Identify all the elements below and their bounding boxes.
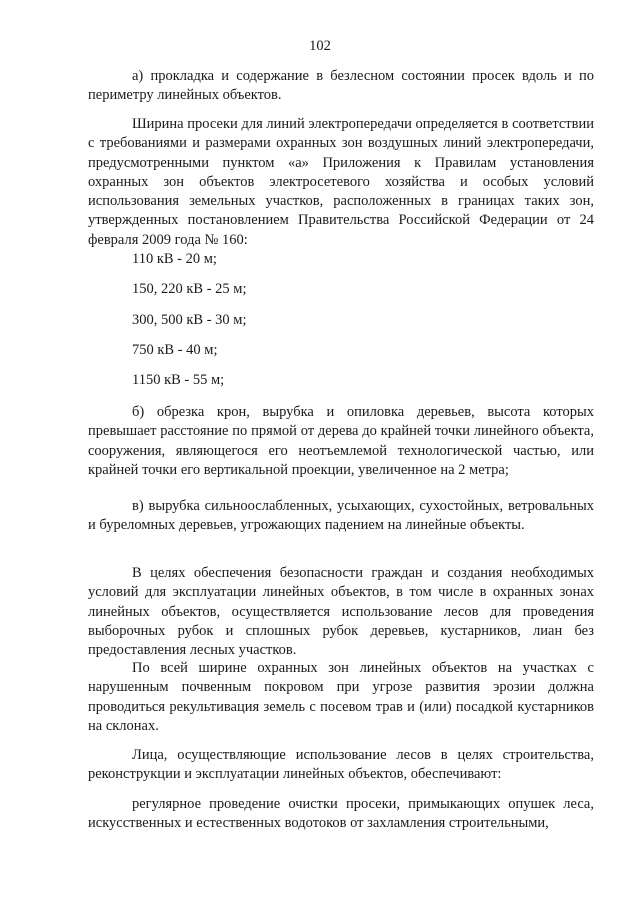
paragraph-text: б) обрезка крон, вырубка и опиловка деревьев, высота которых превышает расстояние по прямой от дерева до крайней точки линейного объекта, сооружения, являющегося его неотъемлемой технологической частью, или крайней точки его вертикальной проекции, увеличенное на 2 метра;: [88, 404, 594, 478]
list-item-voltage-300-500: 300, 500 кВ - 30 м;: [132, 312, 247, 328]
paragraph-text: По всей ширине охранных зон линейных объектов на участках с нарушенным почвенным покровом при угрозе развития эрозии должна проводиться рекультивация земель с посевом трав и (или) посадкой кустарников на склонах.: [88, 660, 594, 734]
paragraph-safety: [88, 564, 594, 660]
paragraph-cleaning: [88, 795, 594, 834]
paragraph-text: Лица, осуществляющие использование лесов в целях строительства, реконструкции и эксплуатации линейных объектов, обеспечивают:: [88, 747, 594, 783]
paragraph-clearing-width: [88, 115, 594, 250]
paragraph-item-v: [88, 497, 594, 536]
paragraph-recultivation: [88, 659, 594, 736]
paragraph-obligations: [88, 746, 594, 785]
paragraph-item-b: [88, 403, 594, 480]
paragraph-item-a: [88, 67, 594, 106]
list-item-voltage-750: 750 кВ - 40 м;: [132, 342, 218, 358]
paragraph-text: а) прокладка и содержание в безлесном состоянии просек вдоль и по периметру линейных объектов.: [88, 68, 594, 104]
paragraph-text: регулярное проведение очистки просеки, примыкающих опушек леса, искусственных и естественных водотоков от захламления строительными,: [88, 796, 594, 832]
list-item-voltage-150-220: 150, 220 кВ - 25 м;: [132, 281, 247, 297]
paragraph-text: В целях обеспечения безопасности граждан и создания необходимых условий для эксплуатации линейных объектов, в том числе в охранных зонах линейных объектов, осуществляется использование лесов для проведения выборочных рубок и сплошных рубок деревьев, кустарников, лиан без предоставления лесных участков.: [88, 565, 594, 659]
list-item-voltage-110: 110 кВ - 20 м;: [132, 251, 217, 267]
list-item-voltage-1150: 1150 кВ - 55 м;: [132, 372, 225, 388]
paragraph-text: в) вырубка сильноослабленных, усыхающих, сухостойных, ветровальных и буреломных деревьев, угрожающих падением на линейные объекты.: [88, 498, 594, 534]
paragraph-text: Ширина просеки для линий электропередачи определяется в соответствии с требованиями и размерами охранных зон воздушных линий электропередачи, предусмотренными пунктом «а» Приложения к Правилам установления охранных зон объектов электросетевого хозяйства и особых условий использования земельных участков, расположенных в границах таких зон, утвержденных постановлением Правительства Российской Федерации от 24 февраля 2009 года № 160:: [88, 116, 594, 248]
page-number: 102: [309, 38, 331, 54]
